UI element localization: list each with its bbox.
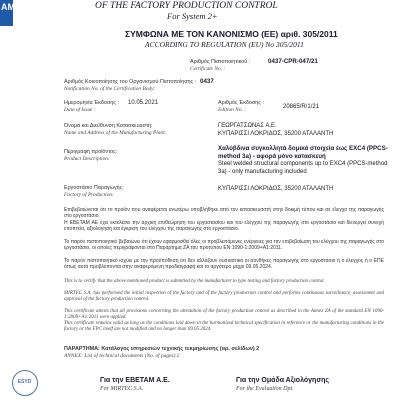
issue-date-label-el: Ημερομηνία Έκδοσης : <box>64 100 119 106</box>
edition-label-el: Αριθμός Έκδοσης : <box>218 100 264 106</box>
accreditation-seal <box>12 370 38 396</box>
manufacturer-label-en: Name and Address of the Manufacturing Plant: <box>64 130 167 136</box>
header-system: For System 2+ <box>167 11 218 21</box>
annex-en: ANNEX: List of technical documents (No. of pages) 2 <box>64 353 180 359</box>
issue-date-label-en: Date of Issue : <box>64 107 96 113</box>
product-label-el: Περιγραφή προϊόντος: <box>64 149 118 155</box>
body-paragraph-el-3: Το παρόν πιστοποιητικό βεβαιώνει ότι έχουν εφαρμοσθεί όλες οι προβλεπόμενες ενέργειες για την επιβεβαίωση του ελέγχου της παραγωγής στο εργοστάσιο, οι οποίες περιγράφονται στο Παράρτημα ΖΑ του προτύπου EN:1090-1:2009+A1:2011. <box>64 239 384 251</box>
product-label-en: Product Description: <box>64 156 110 162</box>
factory-label-el: Εργοστάσιο Παραγωγής: <box>64 185 124 191</box>
body-paragraph-el-1: Επιβεβαιώνεται ότι το προϊόν που αναφέρεται ανωτέρω υποβλήθηκε από τον κατασκευαστή στην δοκιμή τύπου και σε έλεγχο της παραγωγής στο εργοστάσιο. <box>64 207 384 219</box>
manufacturer-label-el: Όνομα και Διεύθυνση Κατασκευαστή: <box>64 123 153 129</box>
factory-label-en: Factory of Production: <box>64 192 114 198</box>
edition-label-en: Edition No. : <box>218 107 247 113</box>
body-paragraph-en-3: This certificate attests that all provisions concerning the attestation of the factory production control as described in the Annex ZA of the standard EN 1090-1:2009+A1:2011 were applied. <box>64 309 384 320</box>
cert-no-label-el: Αριθμός Πιστοποιητικού : <box>190 59 251 65</box>
seal-text: ESYD <box>17 379 32 385</box>
cert-no-value: 0437-CPR-047/21 <box>268 58 318 65</box>
body-paragraph-el-4: Το παρόν πιστοποιητικό ισχύει με την προϋπόθεση ότι δεν αλλάζουν ουσιαστικά οι συνθήκες παραγωγής στο εργοστάσιο ή ο έλεγχος ή ο ΕΠΕ όπως αυτά προβλέπονται στην αναφερόμενη προδιαγραφή και το αργότερο μέχρι 09.05.2024. <box>64 258 384 270</box>
body-paragraph-en-1: This is to certify that the above mentioned product is submitted by the manufacturer to type testing and factory production control. <box>64 279 325 284</box>
header-title-en: OF THE FACTORY PRODUCTION CONTROL <box>95 1 278 11</box>
signature-left-en: For MIRTEC S.A. <box>100 386 144 392</box>
header-regulation-en: ACCORDING TO REGULATION (EU) No 305/2011 <box>145 40 304 49</box>
body-paragraph-en-4: This certificate remains valid as long as the conditions laid down in the harmonized technical specification in reference or the manufacturing conditions in the factory or the FPC itself are not modified and no longer than 09.05.2024. <box>64 321 384 332</box>
nb-label-en: Notification No. of the Certification Body: <box>64 86 156 92</box>
signature-left-el: Για την ΕΒΕΤΑΜ Α.Ε. <box>100 377 170 384</box>
nb-value: 0437 <box>200 78 214 85</box>
signature-right-el: Για την Ομάδα Αξιολόγησης <box>236 377 330 384</box>
cert-no-label-en: Certificate No. : <box>190 66 226 72</box>
nb-label-el: Αριθμός Κοινοποίησης του Οργανισμού Πιστοποίησης : <box>64 79 197 85</box>
product-en-line2: 3a) - only manufacturing included <box>218 169 307 175</box>
issue-date-value: 10.05.2021 <box>128 100 159 106</box>
body-paragraph-el-2: Η ΕΒΕΤΑΜ ΑΕ έχει εκτελέσει την αρχική επιθεώρηση του εργοστασίου και του ελέγχου της παραγωγής στο εργοστάσιο και διενεργεί συνεχή εποπτεία, αξιολόγηση και έγκριση του ελέγχου της παραγωγής στο εργοστάσιο. <box>64 220 384 232</box>
product-en-line1: Steel welded structural components up to EXC4 (PPCS-method <box>218 161 388 167</box>
annex-el: ΠΑΡΑΡΤΗΜΑ: Κατάλογος υπηρεσιών τεχνικής τεκμηρίωσης (αρ. σελίδων) 2 <box>64 346 260 352</box>
signature-right-en: For the Evaluation Dpt. <box>236 386 294 392</box>
header-regulation-el: ΣΥΜΦΩΝΑ ΜΕ ΤΟΝ ΚΑΝΟΝΙΣΜΟ (ΕΕ) αριθ. 305/2011 <box>125 29 338 39</box>
edition-value: 20865/R/1/21 <box>283 104 320 110</box>
factory-value: ΚΥΠΑΡΙΣΣΙ ΛΟΚΡΙΔΟΣ, 35200 ΑΤΑΛΑΝΤΗ <box>218 186 334 192</box>
manufacturer-name: ΓΕΩΡΓΑΤΣΩΝΑΣ Α.Ε. <box>218 123 277 129</box>
manufacturer-address: ΚΥΠΑΡΙΣΣΙ ΛΟΚΡΙΔΟΣ, 35200 ΑΤΑΛΑΝΤΗ <box>218 131 334 137</box>
product-el-line2: method 3a) - αφορά μόνο κατασκευή <box>218 153 326 160</box>
logo-letters: AM <box>1 2 15 12</box>
body-paragraph-en-2: MIRTEC S.A. has performed the initial inspection of the factory and of the factory production control and performs continuous surveillance, assessment and approval of the factory production control. <box>64 291 384 302</box>
product-el-line1: Χαλύβδινα συγκολλητά δομικά στοιχεία έως EXC4 (PPCS- <box>218 145 388 152</box>
